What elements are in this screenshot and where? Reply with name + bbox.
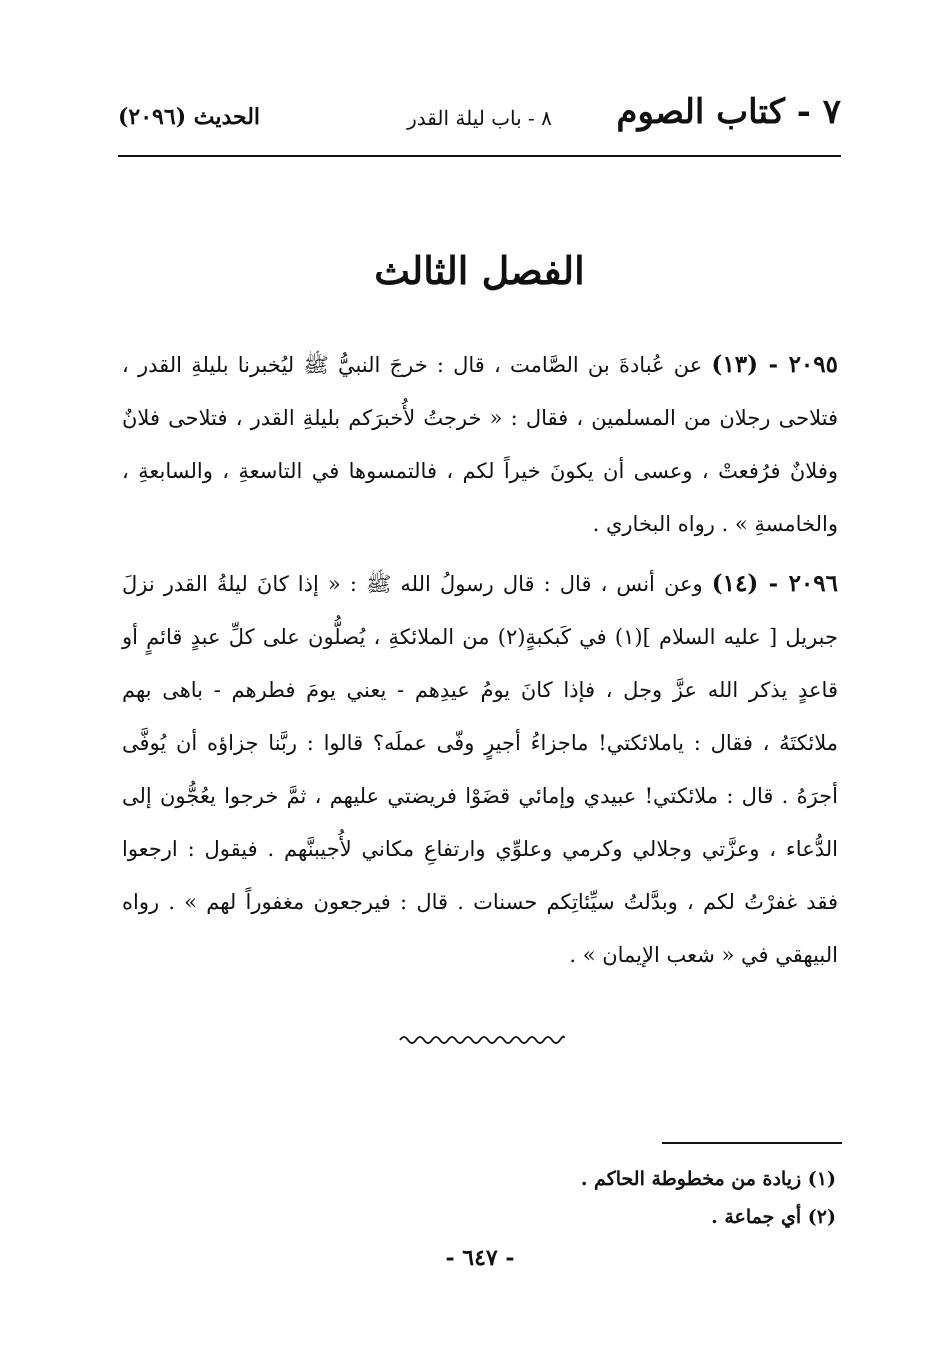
hadith-paragraph — [122, 557, 838, 982]
hadith-reference: الحديث (٢٠٩٦) — [118, 104, 261, 130]
page-number: - ٦٤٧ - — [445, 1245, 515, 1271]
section-title: الفصل الثالث — [374, 248, 585, 293]
main-text — [122, 338, 838, 988]
hadith-paragraph — [122, 338, 838, 551]
footnote-item: (١) زيادة من مخطوطة الحاكم . — [580, 1168, 836, 1190]
footnotes — [450, 1160, 836, 1236]
running-header — [118, 92, 841, 152]
footnote-item: (٢) أي جماعة . — [711, 1206, 836, 1228]
chapter-title: ٨ - باب ليلة القدر — [407, 106, 552, 130]
book-title: ٧ - كتاب الصوم — [616, 92, 841, 132]
hadith-number: ٢٠٩٥ - (١٣) — [711, 351, 838, 378]
hadith-text: وعن أنس ، قال : قال رسولُ الله ﷺ : « إذا كانَ ليلةُ القدر نزلَ جبريل [ عليه السلام ](١) في كَبكبةٍ(٢) من الملائكةِ ، يُصلُّون على كلِّ عبدٍ قائمٍ أو قاعدٍ يذكر الله عزَّ وجل ، فإذا كانَ يومُ عيدِهم - يعني يومَ فطرهم - باهى بهم ملائكتَهُ ، فقال : ياملائكتي! ماجزاءُ أجيرٍ وفّى عملَه؟ قالوا : ربَّنا جزاؤه أن يُوفَّى أجرَهُ . قال : ملائكتي! عبيدي وإمائي قضَوْا فريضتي عليهم ، ثمَّ خرجوا يعُجُّون إلى الدُّعاء ، وعزَّتي وجلالي وكرمي وعلوِّي وارتفاعِ مكاني لأُجيبنَّهم . فيقول : ارجعوا فقد غفرْتُ لكم ، وبدَّلتُ سيِّئاتِكم حسنات . قال : فيرجعون مغفوراً لهم » . رواه البيهقي في « شعب الإيمان » . — [122, 572, 838, 967]
header-divider — [118, 155, 841, 157]
hadith-text: عن عُبادةَ بن الصَّامت ، قال : خرجَ النبيُّ ﷺ ليُخبرنا بليلةِ القدر ، فتلاحى رجلان من المسلمين ، فقال : « خرجتُ لأُخبرَكم بليلةِ القدر ، فتلاحى فلانٌ وفلانٌ فرُفعتْ ، وعسى أن يكونَ خيراً لكم ، فالتمسوها في التاسعةِ ، والسابعةِ ، والخامسةِ » . رواه البخاري . — [122, 353, 838, 536]
hadith-number: ٢٠٩٦ - (١٤) — [711, 570, 838, 597]
wavy-divider — [398, 1030, 566, 1050]
footnote-divider — [662, 1142, 842, 1144]
